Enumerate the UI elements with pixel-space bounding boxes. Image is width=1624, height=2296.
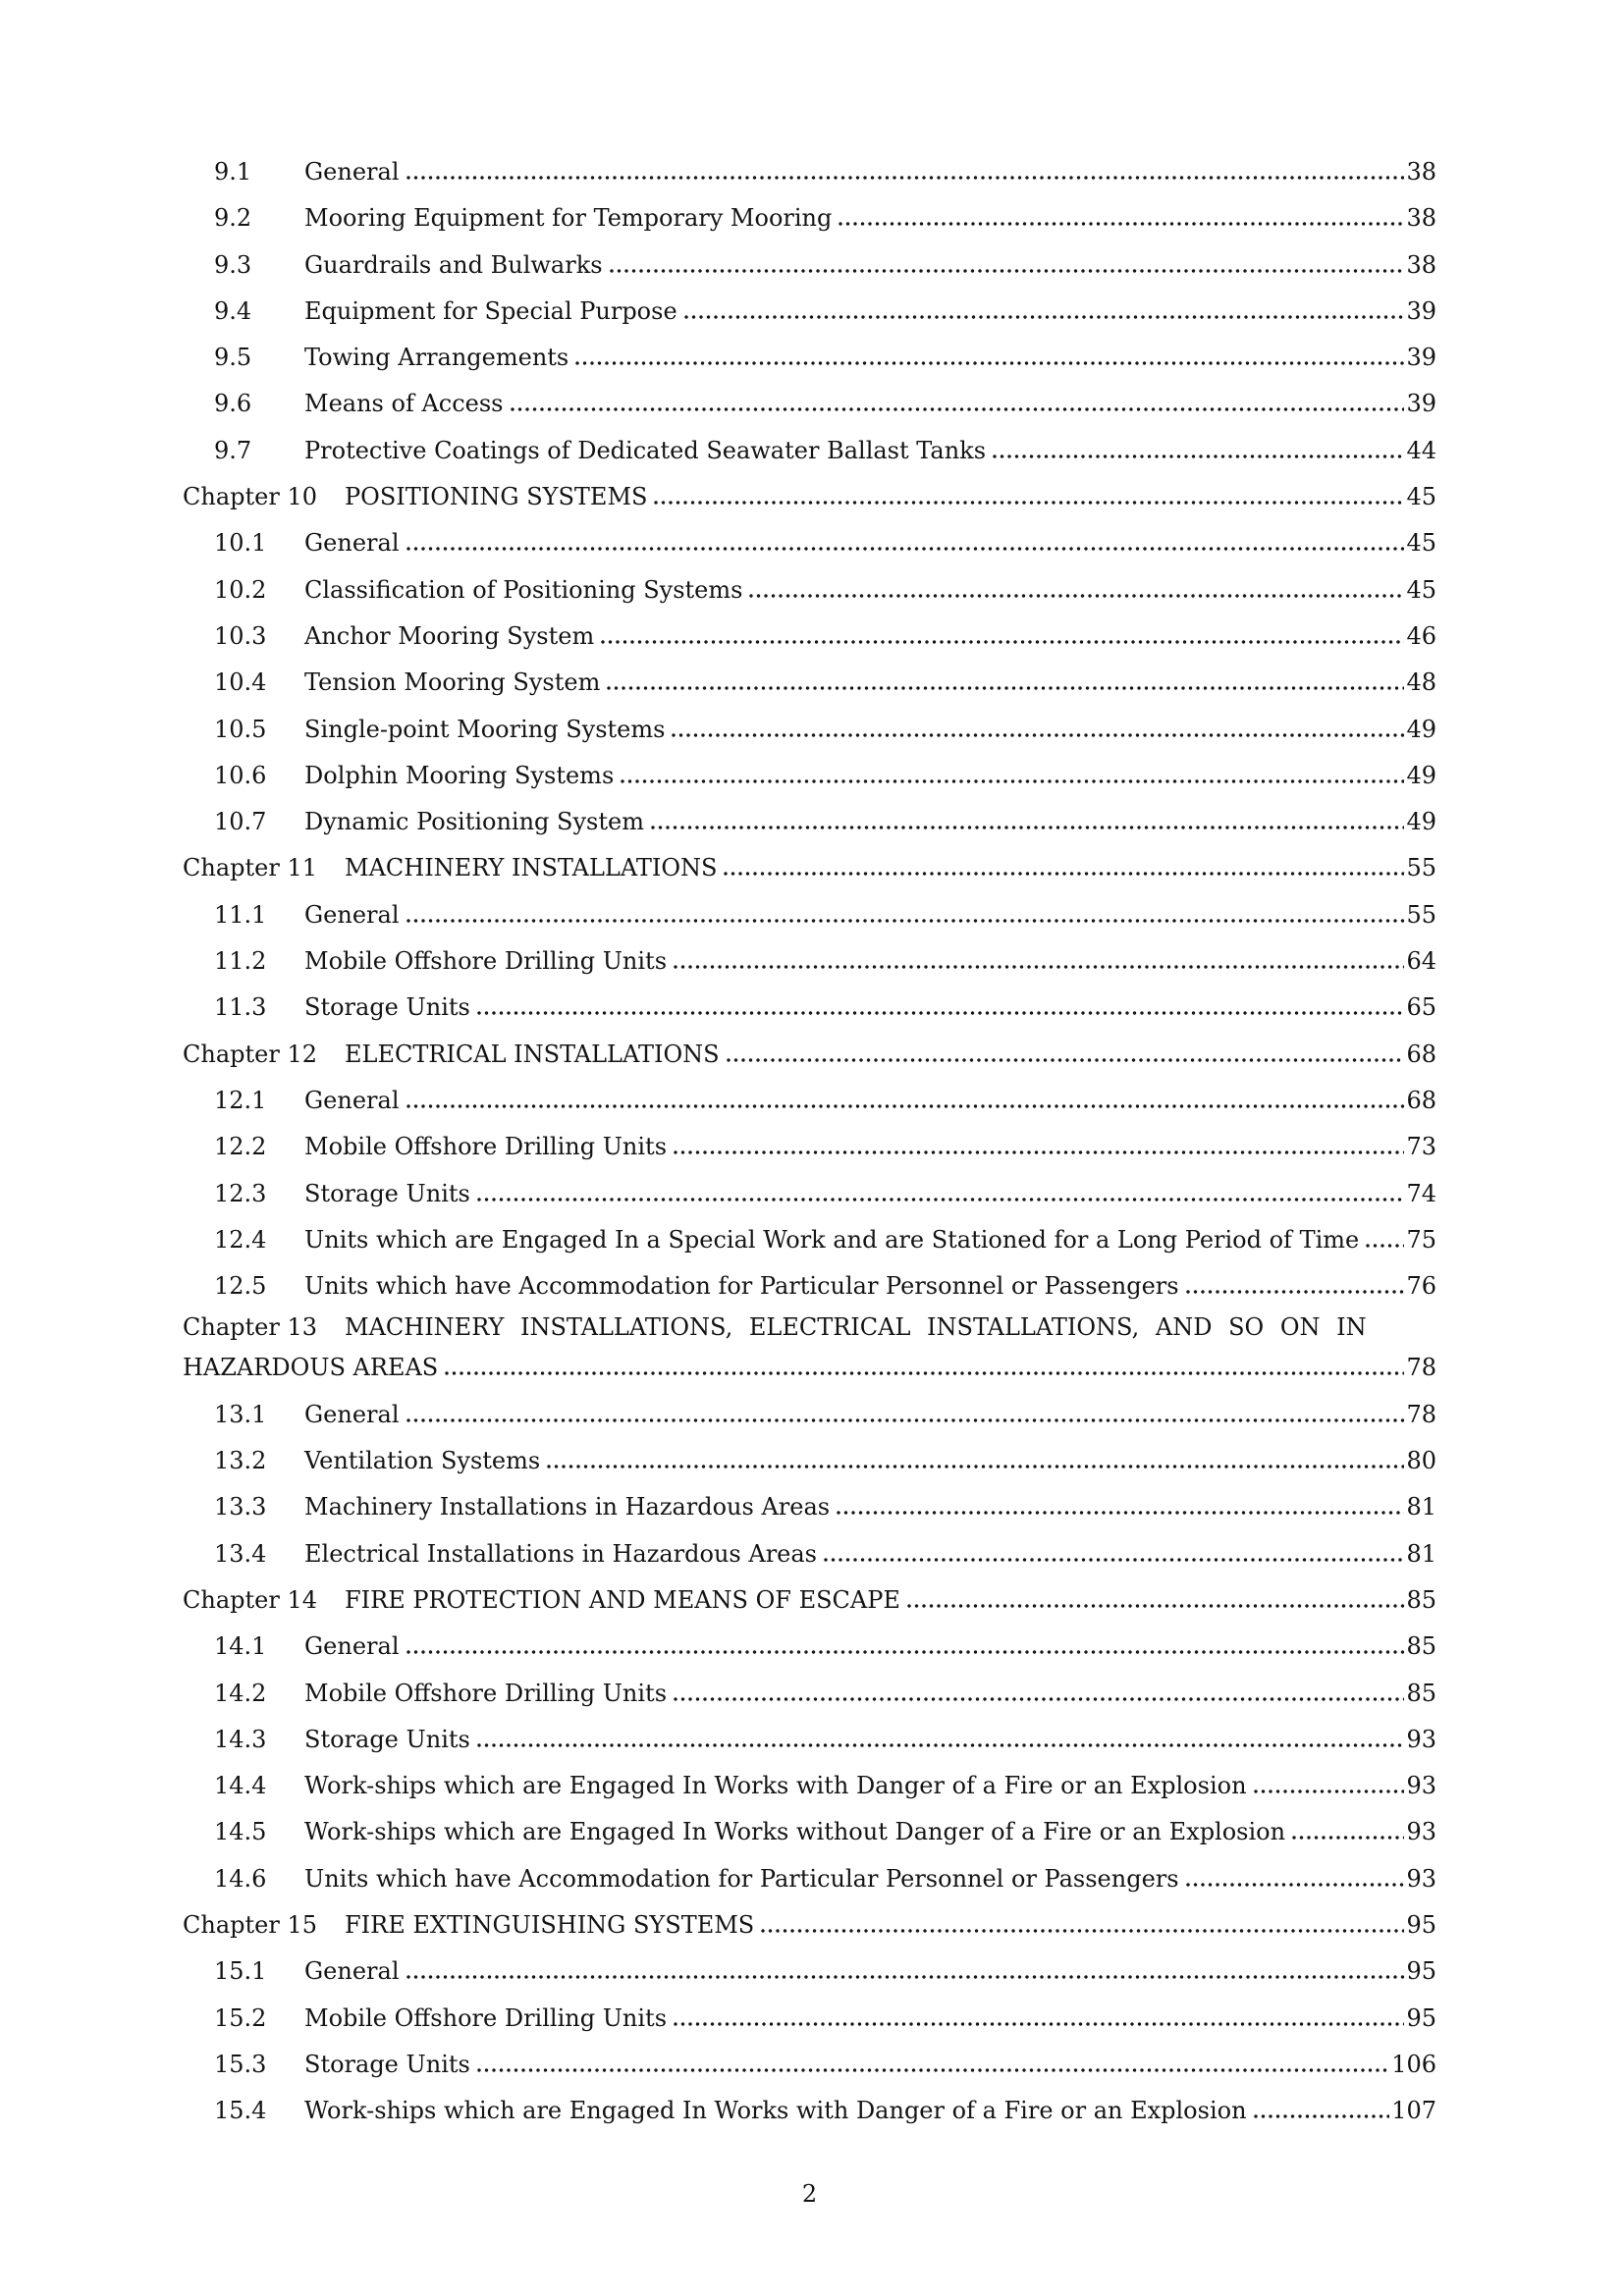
toc-entry-title: Mooring Equipment for Temporary Mooring [304,204,833,233]
toc-entry-title: Mobile Offshore Drilling Units [304,1679,668,1707]
toc-entry-number: 14.1 [214,1632,267,1661]
toc-entry [183,1996,1436,2042]
toc-leader-dots [406,1418,1405,1422]
toc-leader-dots [674,2022,1404,2026]
toc-entry-number: Chapter 15 [183,1910,317,1939]
toc-entry-page: 39 [1406,344,1436,372]
toc-entry-page: 85 [1406,1585,1436,1614]
toc-entry-number: 14.3 [214,1725,267,1753]
toc-entry-title: Work-ships which are Engaged In Works with Danger of a Fire or an Explosion [304,2097,1247,2125]
toc-entry-title: Ventilation Systems [304,1447,541,1475]
toc-entry [183,1309,1436,1345]
toc-entry-page: 45 [1406,575,1436,604]
toc-entry [183,707,1436,753]
toc-entry-title: Work-ships which are Engaged In Works without Danger of a Fire or an Explosion [304,1818,1286,1846]
toc-leader-dots [761,1929,1404,1933]
toc-entry-page: 38 [1406,250,1436,279]
toc-entry-number: 9.7 [214,436,252,464]
toc-entry-page: 85 [1406,1632,1436,1661]
toc-entry-title: Machinery Installations in Hazardous Areas [304,1493,831,1522]
toc-entry [183,1392,1436,1438]
toc-leader-dots [445,1371,1404,1375]
toc-entry-title: Storage Units [304,2050,470,2078]
toc-leader-dots [724,872,1404,876]
toc-entry-page: 80 [1406,1447,1436,1475]
toc-entry [183,614,1436,660]
toc-entry-number: 10.6 [214,761,267,789]
toc-entry-number: 14.6 [214,1864,267,1893]
toc-entry-page: 78 [1406,1400,1436,1428]
toc-entry-page: 65 [1406,993,1436,1022]
toc-entry [183,1484,1436,1530]
toc-entry-title: General [304,1400,400,1428]
toc-entry-number: 10.7 [214,808,267,836]
toc-entry-page: 95 [1406,2003,1436,2032]
toc-entry-page: 39 [1406,390,1436,418]
toc-entry-page: 68 [1406,1040,1436,1068]
toc-entry-number: 9.6 [214,390,252,418]
toc-entry-page: 45 [1406,483,1436,511]
toc-entry-title: FIRE EXTINGUISHING SYSTEMS [345,1910,755,1939]
toc-entry-number: 14.2 [214,1679,267,1707]
toc-entry [183,474,1436,520]
toc-entry-title: General [304,1632,400,1661]
toc-entry-number: 10.5 [214,715,267,743]
toc-entry-page: 38 [1406,204,1436,233]
toc-entry-title: Dolphin Mooring Systems [304,761,615,789]
toc-leader-dots [511,407,1405,411]
toc-entry-page: 46 [1406,621,1436,650]
toc-entry-page: 74 [1406,1179,1436,1207]
toc-entry [183,938,1436,985]
toc-entry-title: Protective Coatings of Dedicated Seawater Ballast Tanks [304,436,987,464]
toc-entry-page: 107 [1391,2097,1436,2125]
toc-entry-page: 49 [1406,715,1436,743]
toc-entry-number: 9.2 [214,204,252,233]
toc-leader-dots [674,1697,1404,1701]
toc-entry-title: Mobile Offshore Drilling Units [304,947,668,976]
toc-entry [183,799,1436,845]
toc-entry-title: General [304,900,400,929]
toc-leader-dots [651,826,1404,829]
toc-leader-dots [1186,1290,1405,1294]
toc-leader-dots [727,1058,1405,1062]
toc-entry-title: General [304,158,400,186]
toc-entry [183,1624,1436,1670]
toc-entry-page: 93 [1406,1725,1436,1753]
toc-leader-dots [621,779,1404,783]
toc-entry [183,2042,1436,2088]
toc-entry [183,1032,1436,1078]
toc-entry-title: Units which are Engaged In a Special Work and are Stationed for a Long Period of Time [304,1225,1360,1254]
toc-entry-page: 76 [1406,1272,1436,1301]
toc-entry [183,1949,1436,1995]
toc-entry-number: 12.3 [214,1179,267,1207]
toc-leader-dots [1292,1836,1404,1840]
toc-entry-title: Dynamic Positioning System [304,808,644,836]
toc-entry-number: 11.3 [214,993,267,1022]
toc-entry-title: Storage Units [304,1179,470,1207]
toc-entry-title: Storage Units [304,1725,470,1753]
toc-leader-dots [1254,2114,1390,2118]
toc-entry-title: General [304,1086,400,1114]
toc-entry [183,1809,1436,1855]
toc-entry-title: Anchor Mooring System [304,621,595,650]
toc-leader-dots [477,2068,1389,2072]
toc-leader-dots [674,965,1404,969]
toc-entry-page: 44 [1406,436,1436,464]
toc-entry [183,1078,1436,1124]
toc-leader-dots [406,919,1405,923]
toc-leader-dots [993,454,1404,458]
toc-entry-number: 10.2 [214,575,267,604]
toc-entry-number: Chapter 13 [183,1313,317,1342]
toc-leader-dots [406,1650,1405,1654]
toc-entry-number: 10.1 [214,529,267,558]
footer-page-number: 2 [801,2180,818,2208]
toc-leader-dots [477,1198,1405,1201]
toc-entry [183,1217,1436,1263]
toc-entry [183,1717,1436,1763]
toc-entry-page: 95 [1406,1957,1436,1986]
toc-leader-dots [672,733,1404,737]
toc-entry [183,1171,1436,1217]
toc-entry [183,753,1436,799]
toc-entry [183,381,1436,427]
toc-entry-number: 9.5 [214,344,252,372]
toc-leader-dots [1254,1789,1405,1793]
toc-entry-number: 9.1 [214,158,252,186]
page-footer [183,2171,1436,2217]
toc-entry-number: 11.1 [214,900,267,929]
toc-entry-number: 15.1 [214,1957,267,1986]
toc-entry-page: 93 [1406,1864,1436,1893]
toc-entry [183,1763,1436,1809]
toc-entry-title: POSITIONING SYSTEMS [345,483,648,511]
toc-entry [183,149,1436,195]
toc-entry-title: Electrical Installations in Hazardous Areas [304,1539,817,1568]
toc-entry [183,1856,1436,1902]
toc-entry [183,428,1436,474]
toc-leader-dots [406,1975,1405,1979]
toc-leader-dots [610,269,1405,273]
toc-leader-dots [674,1150,1404,1154]
toc-entry-page: 81 [1406,1539,1436,1568]
toc-entry-page: 55 [1406,854,1436,882]
toc-leader-dots [749,594,1404,598]
toc-list [183,149,1436,2134]
toc-entry-title: Towing Arrangements [304,344,569,372]
toc-entry-title: General [304,529,400,558]
toc-leader-dots [907,1604,1405,1608]
toc-entry [183,1671,1436,1717]
toc-entry-number: 10.3 [214,621,267,650]
toc-entry-page: 49 [1406,761,1436,789]
toc-entry-number: 10.4 [214,668,267,697]
toc-entry-page: 75 [1406,1225,1436,1254]
toc-entry [183,1577,1436,1624]
toc-entry-number: Chapter 14 [183,1585,317,1614]
toc-entry-title: HAZARDOUS AREAS [183,1354,439,1382]
toc-entry-number: 12.4 [214,1225,267,1254]
toc-entry-number: 14.4 [214,1772,267,1800]
toc-entry-page: 38 [1406,158,1436,186]
toc-entry [183,1438,1436,1484]
toc-entry-title: Tension Mooring System [304,668,601,697]
toc-entry-page: 49 [1406,808,1436,836]
toc-leader-dots [837,1511,1404,1515]
toc-entry-page: 68 [1406,1086,1436,1114]
toc-entry [183,567,1436,614]
toc-entry-number: 9.3 [214,250,252,279]
toc-entry-title: Units which have Accommodation for Particular Personnel or Passengers [304,1272,1179,1301]
toc-entry-title: Guardrails and Bulwarks [304,250,603,279]
toc-entry-title: Means of Access [304,390,504,418]
toc-entry-title: FIRE PROTECTION AND MEANS OF ESCAPE [345,1585,900,1614]
toc-entry-title: Equipment for Special Purpose [304,296,677,325]
toc-leader-dots [477,1743,1405,1747]
toc-leader-dots [406,1104,1405,1108]
toc-entry [183,1345,1436,1391]
toc-leader-dots [477,1011,1405,1015]
toc-leader-dots [824,1558,1404,1562]
toc-leader-dots [839,222,1404,226]
toc-leader-dots [1186,1883,1405,1887]
toc-entry-title: Single-point Mooring Systems [304,715,666,743]
toc-entry-number: 11.2 [214,947,267,976]
toc-entry [183,985,1436,1031]
toc-entry-page: 93 [1406,1818,1436,1846]
toc-entry-page: 64 [1406,947,1436,976]
toc-entry-title: Units which have Accommodation for Particular Personnel or Passengers [304,1864,1179,1893]
toc-entry-title: Storage Units [304,993,470,1022]
toc-entry-number: 15.3 [214,2050,267,2078]
toc-entry [183,335,1436,381]
toc-entry-page: 106 [1391,2050,1436,2078]
toc-entry-page: 81 [1406,1493,1436,1522]
toc-entry [183,2088,1436,2134]
toc-entry [183,195,1436,241]
toc-entry-title: ELECTRICAL INSTALLATIONS [345,1040,720,1068]
toc-entry-page: 48 [1406,668,1436,697]
toc-entry [183,845,1436,891]
toc-leader-dots [406,547,1405,551]
toc-entry-title: Work-ships which are Engaged In Works with Danger of a Fire or an Explosion [304,1772,1247,1800]
toc-entry-number: Chapter 11 [183,854,317,882]
toc-leader-dots [601,640,1404,644]
toc-entry-number: 13.1 [214,1400,267,1428]
toc-entry-number: 13.4 [214,1539,267,1568]
toc-entry-number: 15.2 [214,2003,267,2032]
toc-entry-title: MACHINERY INSTALLATIONS [345,854,718,882]
toc-entry-number: 12.1 [214,1086,267,1114]
toc-entry-title: Mobile Offshore Drilling Units [304,1133,668,1161]
toc-entry [183,1902,1436,1949]
toc-entry-page: 95 [1406,1910,1436,1939]
toc-leader-dots [547,1465,1404,1468]
toc-entry-page: 55 [1406,900,1436,929]
toc-leader-dots [575,361,1404,365]
toc-entry-number: 15.4 [214,2097,267,2125]
toc-entry [183,1531,1436,1577]
toc-entry-page: 73 [1406,1133,1436,1161]
toc-entry [183,242,1436,289]
toc-leader-dots [654,501,1404,505]
toc-entry-title: General [304,1957,400,1986]
toc-entry [183,1263,1436,1309]
toc-entry-number: 13.2 [214,1447,267,1475]
toc-entry-page: 39 [1406,296,1436,325]
toc-entry-number: 13.3 [214,1493,267,1522]
toc-entry [183,1124,1436,1170]
toc-entry [183,892,1436,938]
toc-entry-page: 85 [1406,1679,1436,1707]
toc-entry-page: 78 [1406,1354,1436,1382]
toc-entry-number: 12.5 [214,1272,267,1301]
toc-entry-page: 93 [1406,1772,1436,1800]
toc-leader-dots [684,315,1405,319]
toc-entry [183,520,1436,566]
toc-entry-title: MACHINERY INSTALLATIONS, ELECTRICAL INSTALLATIONS, AND SO ON IN [345,1313,1367,1342]
toc-entry [183,660,1436,706]
toc-entry-page: 45 [1406,529,1436,558]
toc-leader-dots [607,686,1404,690]
toc-entry-number: 14.5 [214,1818,267,1846]
toc-entry-number: 12.2 [214,1133,267,1161]
toc-entry-number: 9.4 [214,296,252,325]
toc-leader-dots [406,176,1405,180]
toc-entry-number: Chapter 12 [183,1040,317,1068]
toc-entry [183,289,1436,335]
toc-entry-title: Mobile Offshore Drilling Units [304,2003,668,2032]
toc-entry-number: Chapter 10 [183,483,317,511]
toc-leader-dots [1366,1244,1404,1248]
toc-entry-title: Classification of Positioning Systems [304,575,743,604]
